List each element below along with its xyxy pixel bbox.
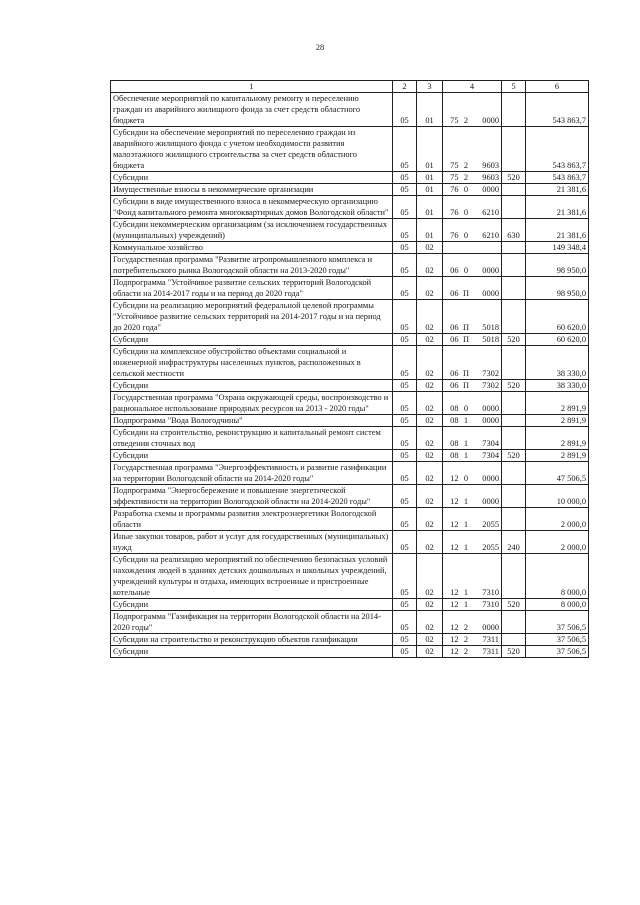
- table-row: [111, 392, 589, 415]
- row-expense-type-code: [502, 127, 526, 172]
- row-section-code: 05: [393, 380, 417, 392]
- row-amount: 543 863,7: [526, 93, 589, 127]
- row-expense-type-code: [502, 184, 526, 196]
- row-target-code-direction: 0000: [472, 415, 502, 427]
- row-target-code-program: 12: [443, 611, 461, 634]
- row-section-code: 05: [393, 127, 417, 172]
- row-target-code-program: 12: [443, 634, 461, 646]
- row-expense-type-code: [502, 392, 526, 415]
- row-target-code-subprogram: [461, 242, 472, 254]
- row-amount: 37 506,5: [526, 634, 589, 646]
- table-row: [111, 219, 589, 242]
- row-section-code: 05: [393, 531, 417, 554]
- row-amount: 2 891,9: [526, 392, 589, 415]
- row-target-code-subprogram: П: [461, 346, 472, 380]
- table-row: [111, 184, 589, 196]
- row-target-code-subprogram: 1: [461, 554, 472, 599]
- row-target-code-program: 75: [443, 172, 461, 184]
- table-row: [111, 634, 589, 646]
- row-target-code-subprogram: 2: [461, 127, 472, 172]
- page-number: 28: [315, 42, 325, 52]
- row-target-code-direction: 7304: [472, 450, 502, 462]
- row-name: Имущественные взносы в некоммерческие организации: [111, 184, 393, 196]
- row-subsection-code: 02: [417, 254, 443, 277]
- row-target-code-direction: 9603: [472, 172, 502, 184]
- table-row: [111, 485, 589, 508]
- row-subsection-code: 01: [417, 219, 443, 242]
- row-target-code-program: 08: [443, 415, 461, 427]
- row-amount: 60 620,0: [526, 334, 589, 346]
- row-amount: 543 863,7: [526, 127, 589, 172]
- table-row: [111, 300, 589, 334]
- row-target-code-subprogram: 1: [461, 599, 472, 611]
- row-section-code: 05: [393, 300, 417, 334]
- row-section-code: 05: [393, 392, 417, 415]
- row-expense-type-code: [502, 93, 526, 127]
- row-target-code-direction: 2055: [472, 531, 502, 554]
- row-expense-type-code: 520: [502, 380, 526, 392]
- row-expense-type-code: [502, 346, 526, 380]
- row-expense-type-code: [502, 508, 526, 531]
- row-subsection-code: 01: [417, 93, 443, 127]
- row-target-code-direction: 0000: [472, 254, 502, 277]
- row-amount: 149 348,4: [526, 242, 589, 254]
- row-amount: 543 863,7: [526, 172, 589, 184]
- budget-table: [110, 80, 589, 658]
- row-amount: 2 000,0: [526, 531, 589, 554]
- row-subsection-code: 02: [417, 485, 443, 508]
- row-subsection-code: 02: [417, 392, 443, 415]
- row-expense-type-code: 520: [502, 646, 526, 658]
- row-section-code: 05: [393, 599, 417, 611]
- row-target-code-direction: 7311: [472, 634, 502, 646]
- row-name: Иные закупки товаров, работ и услуг для государственных (муниципальных) нужд: [111, 531, 393, 554]
- row-amount: 10 000,0: [526, 485, 589, 508]
- row-target-code-program: 12: [443, 599, 461, 611]
- row-target-code-direction: 7302: [472, 380, 502, 392]
- row-target-code-direction: 0000: [472, 392, 502, 415]
- row-name: Подпрограмма "Вода Вологодчины": [111, 415, 393, 427]
- table-row: [111, 172, 589, 184]
- row-target-code-program: 12: [443, 646, 461, 658]
- row-expense-type-code: [502, 415, 526, 427]
- table-row: [111, 415, 589, 427]
- row-target-code-program: 12: [443, 554, 461, 599]
- row-amount: 37 506,5: [526, 646, 589, 658]
- row-section-code: 05: [393, 219, 417, 242]
- row-target-code-direction: 5018: [472, 334, 502, 346]
- row-target-code-direction: 7310: [472, 599, 502, 611]
- header-col-3: 3: [417, 81, 443, 93]
- row-name: Субсидии некоммерческим организациям (за исключением государственных (муниципальных) учреждений): [111, 219, 393, 242]
- table-row: [111, 346, 589, 380]
- row-name: Подпрограмма "Энергосбережение и повышение энергетической эффективности на территории Вологодской области на 2014-2020 годы": [111, 485, 393, 508]
- row-expense-type-code: [502, 254, 526, 277]
- row-expense-type-code: 520: [502, 334, 526, 346]
- row-target-code-subprogram: 0: [461, 184, 472, 196]
- row-expense-type-code: 520: [502, 172, 526, 184]
- table-row: [111, 646, 589, 658]
- row-target-code-direction: 7302: [472, 346, 502, 380]
- row-target-code-subprogram: 0: [461, 219, 472, 242]
- header-col-1: 1: [111, 81, 393, 93]
- row-subsection-code: 02: [417, 334, 443, 346]
- row-section-code: 05: [393, 184, 417, 196]
- row-amount: 38 330,0: [526, 380, 589, 392]
- row-expense-type-code: 520: [502, 450, 526, 462]
- row-name: Субсидии на реализацию мероприятий федеральной целевой программы "Устойчивое развитие сельских территорий на 2014-2017 годы и на период до 2020 года": [111, 300, 393, 334]
- row-subsection-code: 02: [417, 462, 443, 485]
- row-amount: 98 950,0: [526, 254, 589, 277]
- row-target-code-direction: 0000: [472, 184, 502, 196]
- row-section-code: 05: [393, 462, 417, 485]
- row-amount: 2 891,9: [526, 427, 589, 450]
- row-target-code-subprogram: 1: [461, 427, 472, 450]
- row-target-code-subprogram: 1: [461, 508, 472, 531]
- row-subsection-code: 02: [417, 646, 443, 658]
- row-section-code: 05: [393, 646, 417, 658]
- row-expense-type-code: [502, 611, 526, 634]
- row-target-code-subprogram: 2: [461, 93, 472, 127]
- row-target-code-direction: [472, 242, 502, 254]
- header-col-5: 5: [502, 81, 526, 93]
- table-row: [111, 93, 589, 127]
- row-target-code-direction: 2055: [472, 508, 502, 531]
- row-target-code-direction: 0000: [472, 611, 502, 634]
- row-target-code-direction: 6210: [472, 219, 502, 242]
- row-subsection-code: 01: [417, 172, 443, 184]
- row-name: Коммунальное хозяйство: [111, 242, 393, 254]
- row-subsection-code: 02: [417, 427, 443, 450]
- row-name: Подпрограмма "Устойчивое развитие сельских территорий Вологодской области на 2014-2017 годы и на период до 2020 года": [111, 277, 393, 300]
- row-target-code-subprogram: 2: [461, 172, 472, 184]
- row-expense-type-code: [502, 634, 526, 646]
- row-section-code: 05: [393, 346, 417, 380]
- row-target-code-direction: 9603: [472, 127, 502, 172]
- row-section-code: 05: [393, 450, 417, 462]
- row-subsection-code: 02: [417, 415, 443, 427]
- row-section-code: 05: [393, 254, 417, 277]
- row-target-code-subprogram: П: [461, 277, 472, 300]
- row-target-code-subprogram: 2: [461, 611, 472, 634]
- row-target-code-direction: 0000: [472, 462, 502, 485]
- row-target-code-program: 06: [443, 334, 461, 346]
- row-name: Субсидии на строительство, реконструкцию и капитальный ремонт систем отведения сточных вод: [111, 427, 393, 450]
- row-section-code: 05: [393, 196, 417, 219]
- table-row: [111, 127, 589, 172]
- row-target-code-program: 12: [443, 508, 461, 531]
- row-name: Субсидии: [111, 599, 393, 611]
- row-target-code-program: 12: [443, 531, 461, 554]
- row-name: Субсидии на реализацию мероприятий по обеспечению безопасных условий нахождения людей в зданиях детских дошкольных и школьных учреждений, учреждений культуры и отдыха, имеющих встроенные и пристроенные котельные: [111, 554, 393, 599]
- row-subsection-code: 02: [417, 380, 443, 392]
- row-target-code-program: 75: [443, 93, 461, 127]
- row-name: Государственная программа "Охрана окружающей среды, воспроизводство и рациональное использование природных ресурсов на 2013 - 2020 годы": [111, 392, 393, 415]
- table-row: [111, 531, 589, 554]
- row-section-code: 05: [393, 485, 417, 508]
- row-name: Субсидии: [111, 380, 393, 392]
- row-amount: 21 381,6: [526, 196, 589, 219]
- row-amount: 37 506,5: [526, 611, 589, 634]
- row-section-code: 05: [393, 634, 417, 646]
- table-body: [111, 93, 589, 658]
- row-subsection-code: 01: [417, 127, 443, 172]
- row-target-code-program: 76: [443, 184, 461, 196]
- row-section-code: 05: [393, 415, 417, 427]
- table-row: [111, 508, 589, 531]
- row-target-code-subprogram: 0: [461, 462, 472, 485]
- row-target-code-direction: 0000: [472, 485, 502, 508]
- row-subsection-code: 02: [417, 508, 443, 531]
- row-amount: 2 000,0: [526, 508, 589, 531]
- row-subsection-code: 01: [417, 196, 443, 219]
- row-name: Государственная программа "Развитие агропромышленного комплекса и потребительского рынка Вологодской области на 2013-2020 годы": [111, 254, 393, 277]
- row-subsection-code: 02: [417, 531, 443, 554]
- row-section-code: 05: [393, 277, 417, 300]
- row-expense-type-code: [502, 277, 526, 300]
- row-target-code-program: 76: [443, 196, 461, 219]
- table-row: [111, 277, 589, 300]
- row-amount: 47 506,5: [526, 462, 589, 485]
- row-subsection-code: 02: [417, 277, 443, 300]
- row-target-code-subprogram: П: [461, 380, 472, 392]
- table-row: [111, 611, 589, 634]
- row-target-code-program: 75: [443, 127, 461, 172]
- row-target-code-subprogram: 2: [461, 634, 472, 646]
- row-subsection-code: 02: [417, 599, 443, 611]
- row-target-code-direction: 7304: [472, 427, 502, 450]
- row-target-code-program: 08: [443, 450, 461, 462]
- row-target-code-program: 76: [443, 219, 461, 242]
- row-expense-type-code: [502, 196, 526, 219]
- row-target-code-subprogram: 0: [461, 392, 472, 415]
- row-subsection-code: 02: [417, 450, 443, 462]
- row-expense-type-code: [502, 427, 526, 450]
- row-amount: 2 891,9: [526, 450, 589, 462]
- table-row: [111, 599, 589, 611]
- row-target-code-program: 08: [443, 427, 461, 450]
- row-section-code: 05: [393, 172, 417, 184]
- row-amount: 21 381,6: [526, 219, 589, 242]
- row-name: Субсидии: [111, 450, 393, 462]
- row-section-code: 05: [393, 611, 417, 634]
- table-row: [111, 450, 589, 462]
- row-name: Субсидии: [111, 172, 393, 184]
- row-expense-type-code: 520: [502, 599, 526, 611]
- row-name: Субсидии на обеспечение мероприятий по переселению граждан из аварийного жилищного фонда с учетом необходимости развития малоэтажного жилищного строительства за счет средств областного бюджета: [111, 127, 393, 172]
- row-expense-type-code: [502, 242, 526, 254]
- row-amount: 38 330,0: [526, 346, 589, 380]
- row-name: Разработка схемы и программы развития электроэнергетики Вологодской области: [111, 508, 393, 531]
- row-section-code: 05: [393, 427, 417, 450]
- row-amount: 98 950,0: [526, 277, 589, 300]
- row-target-code-subprogram: 0: [461, 254, 472, 277]
- row-section-code: 05: [393, 334, 417, 346]
- row-target-code-program: 12: [443, 485, 461, 508]
- row-target-code-direction: 0000: [472, 277, 502, 300]
- row-amount: 2 891,9: [526, 415, 589, 427]
- row-expense-type-code: [502, 462, 526, 485]
- row-subsection-code: 02: [417, 611, 443, 634]
- row-subsection-code: 02: [417, 346, 443, 380]
- row-target-code-subprogram: 1: [461, 415, 472, 427]
- row-target-code-subprogram: 1: [461, 450, 472, 462]
- table-row: [111, 554, 589, 599]
- row-name: Субсидии на комплексное обустройство объектами социальной и инженерной инфраструктуры населенных пунктов, расположенных в сельской местности: [111, 346, 393, 380]
- row-target-code-program: 06: [443, 277, 461, 300]
- row-target-code-subprogram: 0: [461, 196, 472, 219]
- row-amount: 8 000,0: [526, 599, 589, 611]
- row-target-code-program: 06: [443, 254, 461, 277]
- row-amount: 21 381,6: [526, 184, 589, 196]
- table-header-row: [111, 81, 589, 93]
- header-col-6: 6: [526, 81, 589, 93]
- table-row: [111, 242, 589, 254]
- row-name: Субсидии: [111, 334, 393, 346]
- row-section-code: 05: [393, 242, 417, 254]
- row-target-code-program: [443, 242, 461, 254]
- row-expense-type-code: 240: [502, 531, 526, 554]
- row-expense-type-code: [502, 554, 526, 599]
- row-target-code-subprogram: 1: [461, 531, 472, 554]
- row-target-code-program: 06: [443, 300, 461, 334]
- row-section-code: 05: [393, 554, 417, 599]
- row-amount: 8 000,0: [526, 554, 589, 599]
- row-subsection-code: 02: [417, 242, 443, 254]
- row-section-code: 05: [393, 508, 417, 531]
- row-target-code-subprogram: 1: [461, 485, 472, 508]
- row-target-code-subprogram: П: [461, 300, 472, 334]
- header-col-4: 4: [443, 81, 502, 93]
- row-section-code: 05: [393, 93, 417, 127]
- row-target-code-program: 12: [443, 462, 461, 485]
- row-target-code-direction: 7310: [472, 554, 502, 599]
- header-col-2: 2: [393, 81, 417, 93]
- table-row: [111, 254, 589, 277]
- row-target-code-program: 06: [443, 346, 461, 380]
- row-target-code-subprogram: 2: [461, 646, 472, 658]
- row-name: Субсидии в виде имущественного взноса в некоммерческую организацию "Фонд капитального ремонта многоквартирных домов Вологодской области": [111, 196, 393, 219]
- row-name: Субсидии: [111, 646, 393, 658]
- row-expense-type-code: [502, 300, 526, 334]
- table-row: [111, 462, 589, 485]
- row-name: Обеспечение мероприятий по капитальному ремонту и переселению граждан из аварийного жилищного фонда за счет средств областного бюджета: [111, 93, 393, 127]
- row-subsection-code: 02: [417, 634, 443, 646]
- row-target-code-subprogram: П: [461, 334, 472, 346]
- row-name: Субсидии на строительство и реконструкцию объектов газификации: [111, 634, 393, 646]
- row-target-code-program: 08: [443, 392, 461, 415]
- table-row: [111, 196, 589, 219]
- table-row: [111, 427, 589, 450]
- table-row: [111, 380, 589, 392]
- row-subsection-code: 02: [417, 300, 443, 334]
- row-target-code-direction: 0000: [472, 93, 502, 127]
- row-expense-type-code: [502, 485, 526, 508]
- row-target-code-direction: 5018: [472, 300, 502, 334]
- table-row: [111, 334, 589, 346]
- row-target-code-direction: 7311: [472, 646, 502, 658]
- row-expense-type-code: 630: [502, 219, 526, 242]
- row-subsection-code: 01: [417, 184, 443, 196]
- row-amount: 60 620,0: [526, 300, 589, 334]
- row-target-code-direction: 6210: [472, 196, 502, 219]
- row-target-code-program: 06: [443, 380, 461, 392]
- row-name: Подпрограмма "Газификация на территории Вологодской области на 2014-2020 годы": [111, 611, 393, 634]
- row-subsection-code: 02: [417, 554, 443, 599]
- row-name: Государственная программа "Энергоэффективность и развитие газификации на территории Вологодской области на 2014-2020 годы": [111, 462, 393, 485]
